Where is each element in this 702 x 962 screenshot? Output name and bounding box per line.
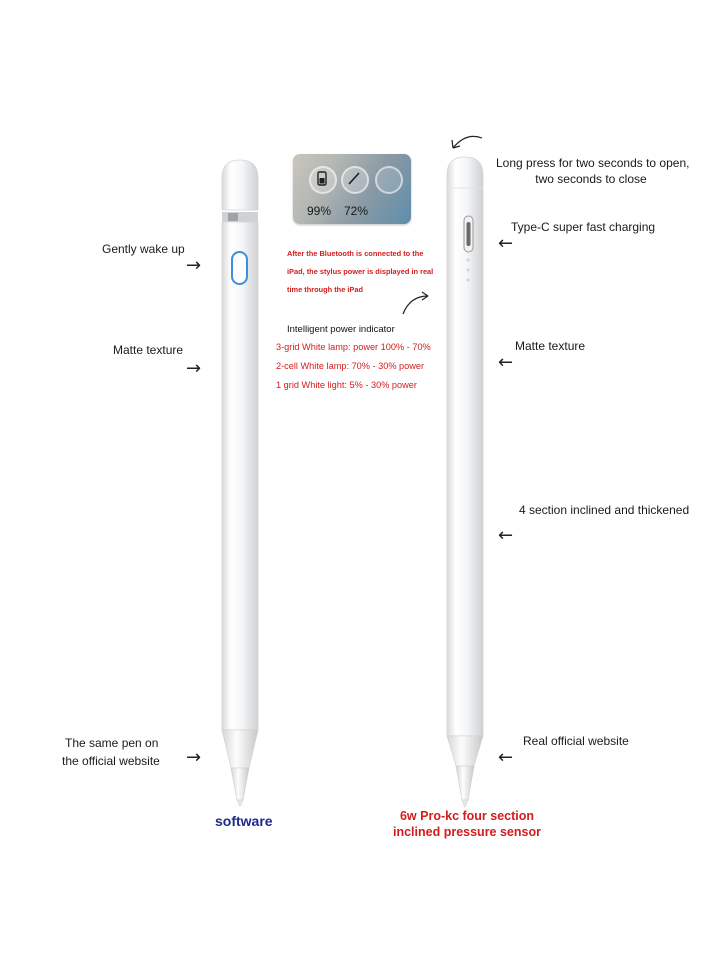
label-four-section: 4 section inclined and thickened <box>519 503 690 517</box>
left-arrow-icon: ← <box>498 352 514 373</box>
indicator-title: Intelligent power indicator <box>287 324 395 335</box>
bluetooth-note-line3: time through the iPad <box>287 285 363 294</box>
left-pen-body <box>222 222 258 730</box>
label-gently-wake-up: Gently wake up <box>102 242 185 256</box>
caption-pressure-sensor-line2: inclined pressure sensor <box>393 825 541 839</box>
left-pen-tip <box>222 730 258 768</box>
bluetooth-note-line2: iPad, the stylus power is displayed in real <box>287 267 434 276</box>
indicator-dot <box>466 268 469 271</box>
power-status-card <box>293 154 411 224</box>
left-arrow-icon: ← <box>498 525 514 546</box>
label-matte-texture-left: Matte texture <box>113 343 184 357</box>
left-pen <box>222 160 258 806</box>
label-same-pen-line1: The same pen on <box>65 736 159 750</box>
left-arrow-icon: ← <box>498 233 514 254</box>
right-pen-tip <box>447 736 483 766</box>
left-arrow-icon: ← <box>498 747 514 768</box>
label-same-pen-line2: the official website <box>62 754 160 768</box>
indicator-item: 3-grid White lamp: power 100% - 70% <box>276 342 431 352</box>
indicator-dot <box>466 258 469 261</box>
caption-pressure-sensor-line1: 6w Pro-kc four section <box>399 809 535 823</box>
right-pen-cap <box>447 157 483 188</box>
right-pen <box>447 157 483 807</box>
wake-button <box>232 252 247 284</box>
caption-software: software <box>215 813 273 829</box>
indicator-dot <box>466 278 469 281</box>
label-typec-charging: Type-C super fast charging <box>511 220 656 234</box>
indicator-item: 2-cell White lamp: 70% - 30% power <box>276 361 425 371</box>
right-arrow-icon: → <box>186 255 202 276</box>
left-pen-band <box>222 212 258 222</box>
label-long-press-line1: Long press for two seconds to open, <box>496 156 690 170</box>
indicator-item: 1 grid White light: 5% - 30% power <box>276 380 417 390</box>
label-long-press-line2: two seconds to close <box>535 172 647 186</box>
tablet-battery-value: 99% <box>307 204 332 218</box>
label-matte-texture-right: Matte texture <box>515 339 586 353</box>
tablet-battery-icon <box>309 166 337 194</box>
empty-slot-icon <box>375 166 403 194</box>
bluetooth-note-line1: After the Bluetooth is connected to the <box>287 249 424 258</box>
right-arrow-icon: → <box>186 358 202 379</box>
right-arrow-icon: → <box>186 747 202 768</box>
stylus-battery-value: 72% <box>344 204 369 218</box>
stylus-battery-icon <box>341 166 369 194</box>
label-real-official-website: Real official website <box>523 734 629 748</box>
left-pen-cap <box>222 160 258 210</box>
right-pen-body <box>447 188 483 736</box>
